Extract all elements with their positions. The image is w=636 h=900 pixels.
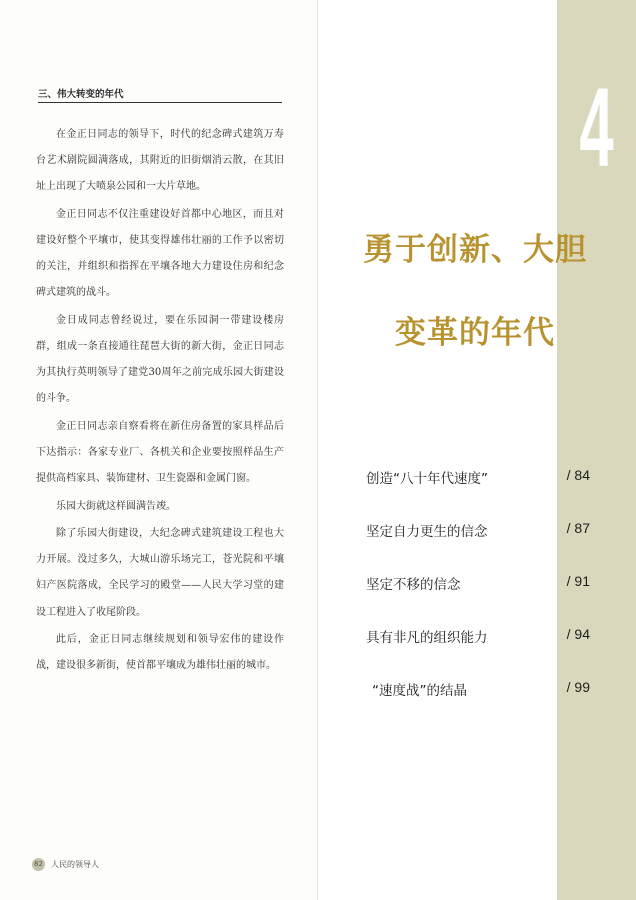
toc-item[interactable] <box>366 467 594 520</box>
header-divider <box>38 102 282 103</box>
toc-item[interactable] <box>366 679 594 732</box>
paragraph: 金正日同志亲自察看将在新住房备置的家具样品后下达指示：各家专业厂、各机关和企业要按照样品生产提供高档家具、装饰建材、卫生瓷器和金属门窗。 <box>36 420 284 485</box>
paragraph: 金日成同志曾经说过，要在乐园洞一带建设楼房群，组成一条直接通往琵琶大街的新大街，金正日同志为其执行英明领导了建党30周年之前完成乐园大街建设的斗争。 <box>36 314 284 405</box>
toc-item-label: 坚定不移的信念 <box>366 577 461 593</box>
chapter-title-line-2: 变革的年代 <box>395 315 555 351</box>
toc-item-page: / 99 <box>566 679 590 695</box>
toc-item-page: / 87 <box>566 520 590 536</box>
toc-item-label: 创造“八十年代速度” <box>366 471 488 487</box>
paragraph: 乐园大街就这样圆满告竣。 <box>56 500 176 512</box>
toc-item-label: 具有非凡的组织能力 <box>366 630 488 646</box>
toc-item-page: / 91 <box>566 573 590 589</box>
table-of-contents <box>366 467 594 732</box>
chapter-number: 4 <box>579 65 614 190</box>
running-book-title: 人民的领导人 <box>51 860 99 869</box>
toc-item-page: / 84 <box>566 467 590 483</box>
toc-item-label: 坚定自力更生的信念 <box>366 524 488 540</box>
toc-item[interactable] <box>366 573 594 626</box>
page-footer <box>32 858 99 871</box>
chapter-title-line-1: 勇于创新、大胆 <box>363 232 587 268</box>
paragraph: 金正日同志不仅注重建设好首都中心地区，而且对建设好整个平壤市，使其变得雄伟壮丽的工作予以密切的关注，并组织和指挥在平壤各地大力建设住房和纪念碑式建筑的战斗。 <box>36 208 284 299</box>
body-text <box>36 122 284 681</box>
paragraph: 在金正日同志的领导下，时代的纪念碑式建筑万寿台艺术剧院圆满落成，其附近的旧街烟消云散，在其旧址上出现了大喷泉公园和一大片草地。 <box>36 129 284 193</box>
toc-item[interactable] <box>366 626 594 679</box>
page-number-badge: 82 <box>32 858 45 871</box>
section-header: 三、伟大转变的年代 <box>38 89 124 100</box>
paragraph: 除了乐园大街建设，大纪念碑式建筑建设工程也大力开展。没过多久，大城山游乐场完工，苍光院和平壤妇产医院落成，全民学习的殿堂——人民大学习堂的建设工程进入了收尾阶段。 <box>36 527 284 618</box>
toc-item-label: “速度战”的结晶 <box>372 683 467 699</box>
toc-item[interactable] <box>366 520 594 573</box>
paragraph: 此后，金正日同志继续规划和领导宏伟的建设作战，建设很多新街，使首都平壤成为雄伟壮丽的城市。 <box>36 633 284 672</box>
toc-item-page: / 94 <box>566 626 590 642</box>
